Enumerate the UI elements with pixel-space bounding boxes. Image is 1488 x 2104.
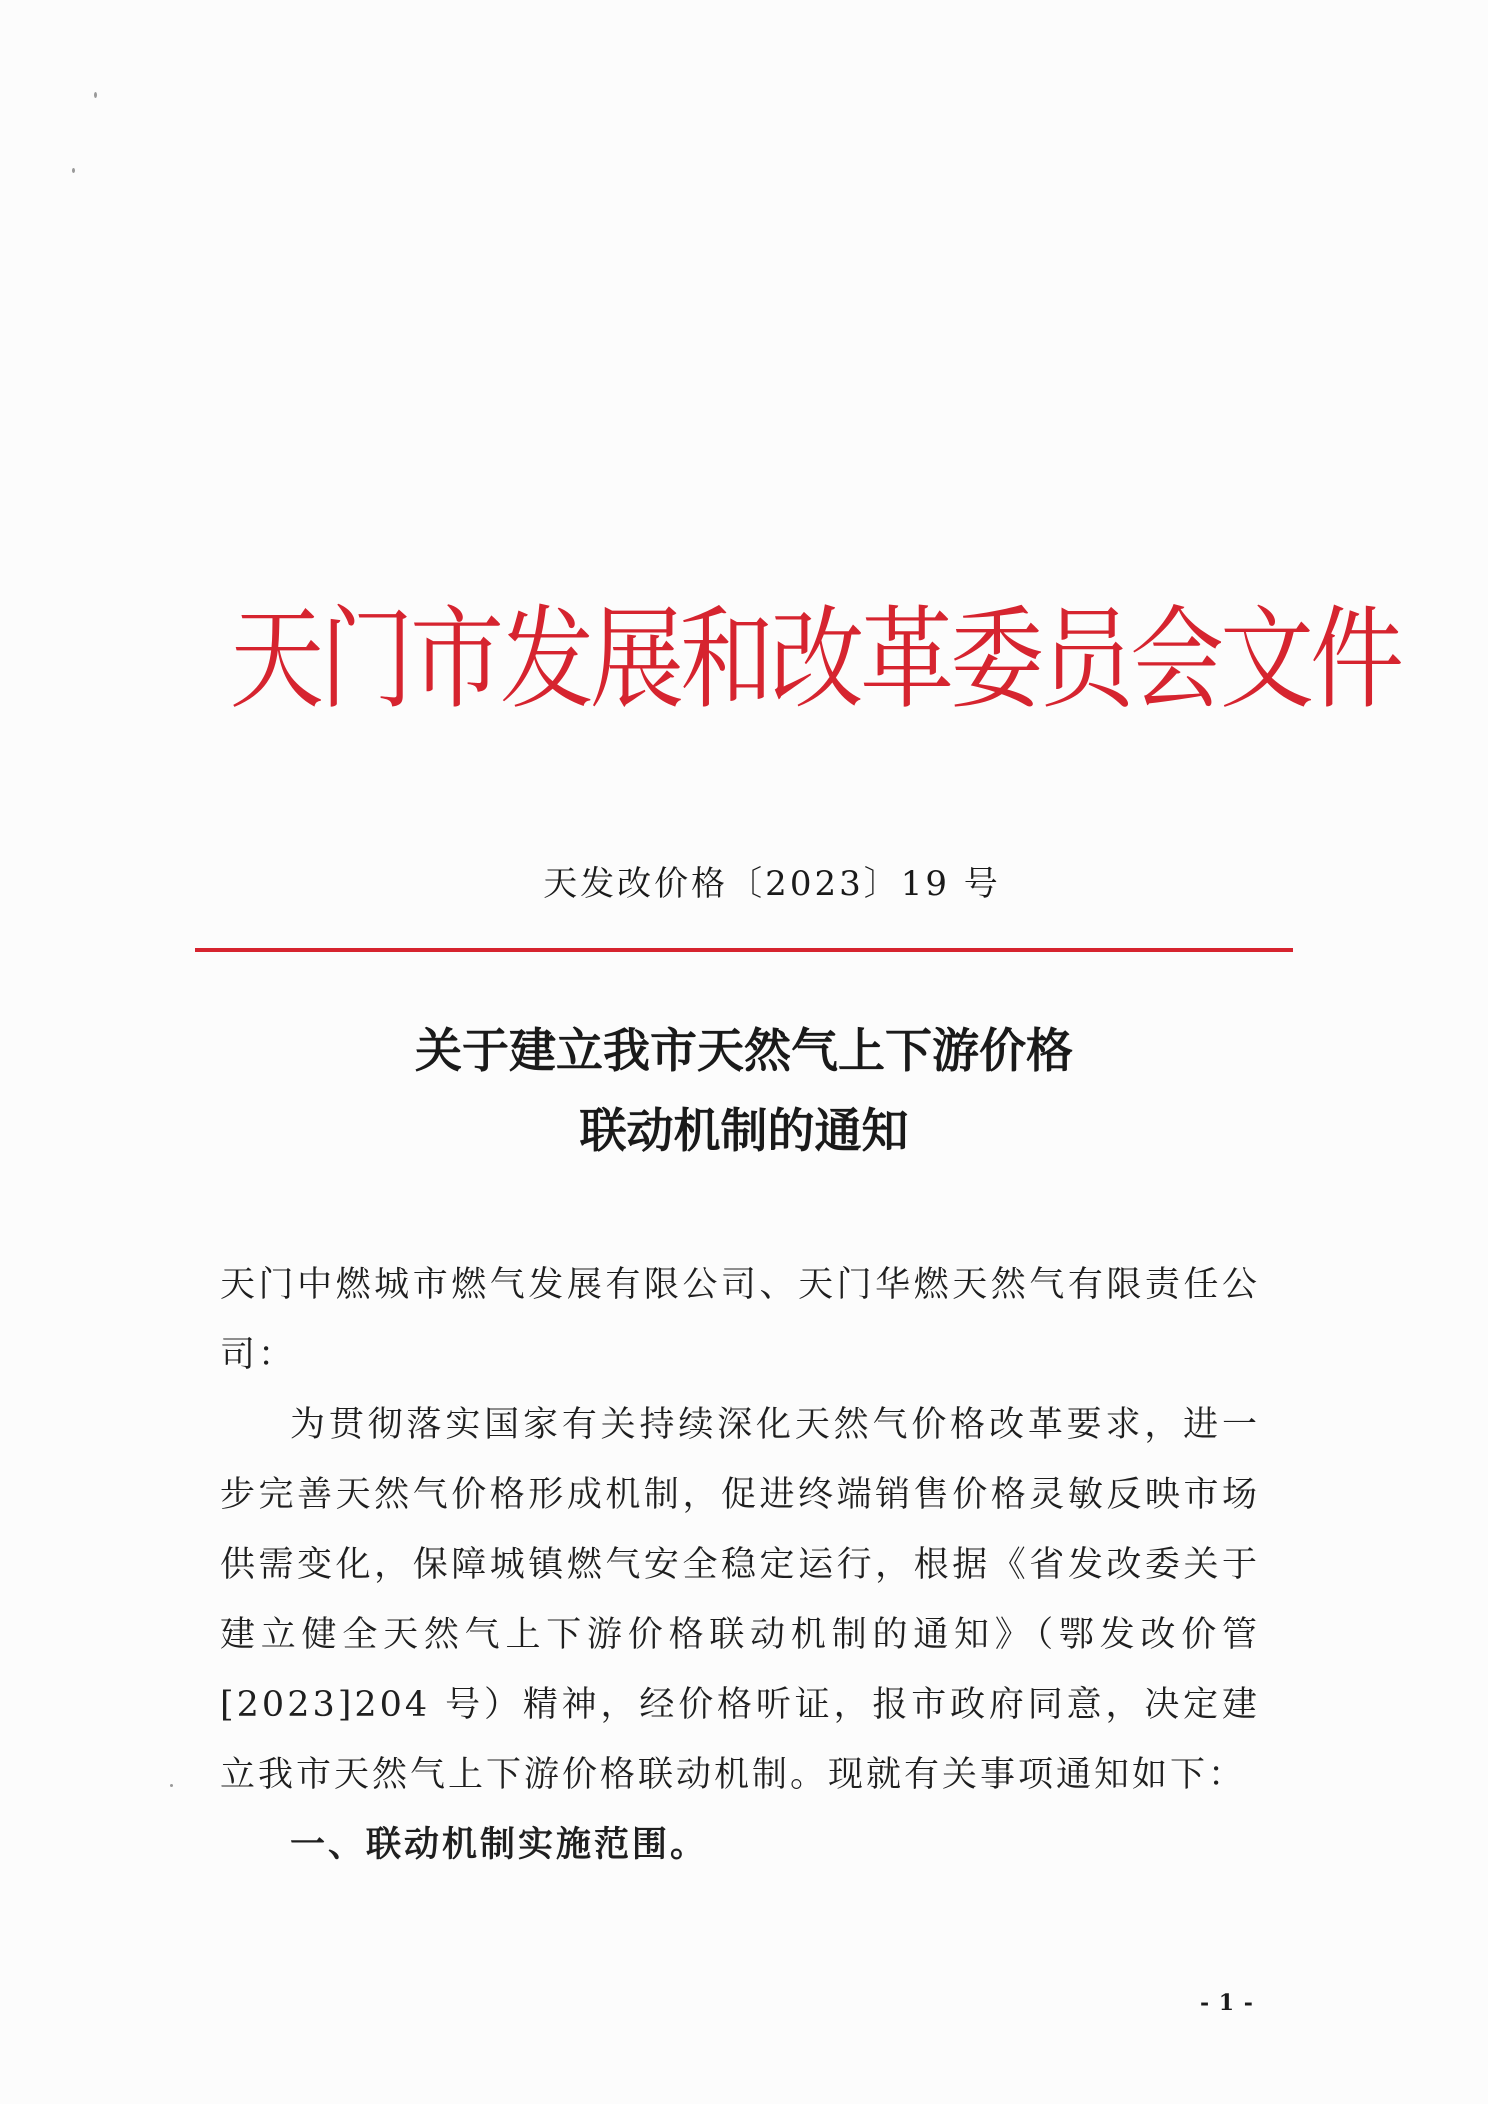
addressee-paragraph: 天门中燃城市燃气发展有限公司、天门华燃天然气有限责任公司：	[220, 1265, 1260, 1375]
document-title-line-2: 联动机制的通知	[579, 1104, 909, 1159]
document-title-line-1: 关于建立我市天然气上下游价格	[415, 1024, 1073, 1079]
document-body	[220, 1250, 1260, 1880]
document-number: 天发改价格〔2023〕19 号	[543, 864, 1001, 904]
page-number: - 1 -	[1200, 1990, 1254, 2016]
scan-speck	[170, 1784, 173, 1787]
section-heading-1: 一、联动机制实施范围。	[290, 1825, 709, 1865]
issuer-header-title: 天门市发展和改革委员会文件	[230, 596, 1401, 725]
red-separator-line	[195, 948, 1293, 952]
scan-speck	[94, 92, 97, 98]
document-title	[0, 1012, 1488, 1172]
intro-paragraph: 为贯彻落实国家有关持续深化天然气价格改革要求，进一步完善天然气价格形成机制，促进终端销售价格灵敏反映市场供需变化，保障城镇燃气安全稳定运行，根据《省发改委关于建立健全天然气上下游价格联动机制的通知》（鄂发改价管[2023]204 号）精神，经价格听证，报市政府同意，决定建立我市天然气上下游价格联动机制。现就有关事项通知如下：	[220, 1405, 1260, 1795]
scan-speck	[72, 168, 75, 173]
